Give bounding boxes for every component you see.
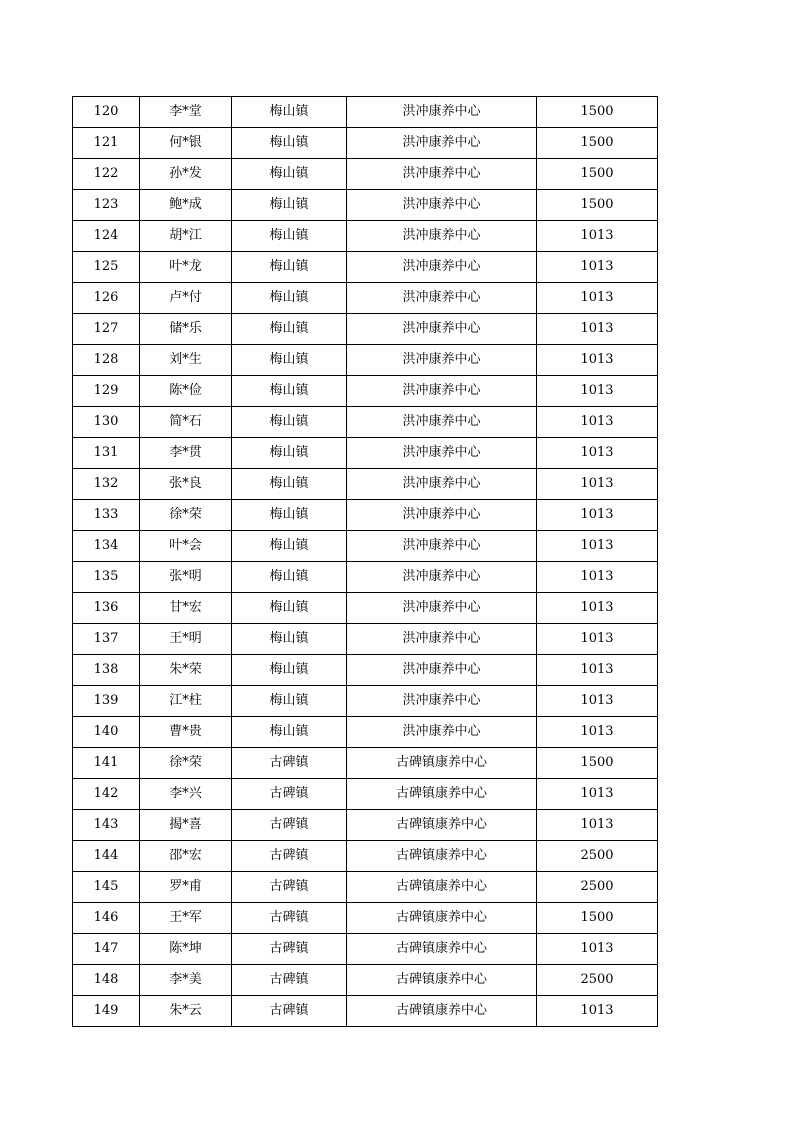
row-number-cell: 124	[73, 221, 140, 252]
name-cell: 罗*甫	[140, 872, 232, 903]
town-cell: 梅山镇	[232, 128, 347, 159]
row-number-cell: 122	[73, 159, 140, 190]
table-row	[73, 810, 658, 841]
care-center-cell: 古碑镇康养中心	[347, 934, 537, 965]
row-number-cell: 129	[73, 376, 140, 407]
table-row	[73, 841, 658, 872]
table-row	[73, 996, 658, 1027]
table-row	[73, 500, 658, 531]
amount-cell: 2500	[537, 841, 658, 872]
table-row	[73, 438, 658, 469]
table-row	[73, 469, 658, 500]
town-cell: 古碑镇	[232, 779, 347, 810]
name-cell: 储*乐	[140, 314, 232, 345]
name-cell: 何*银	[140, 128, 232, 159]
row-number-cell: 147	[73, 934, 140, 965]
amount-cell: 1013	[537, 314, 658, 345]
name-cell: 卢*付	[140, 283, 232, 314]
town-cell: 古碑镇	[232, 903, 347, 934]
care-center-cell: 古碑镇康养中心	[347, 872, 537, 903]
row-number-cell: 139	[73, 686, 140, 717]
town-cell: 古碑镇	[232, 748, 347, 779]
town-cell: 梅山镇	[232, 469, 347, 500]
name-cell: 张*明	[140, 562, 232, 593]
care-center-cell: 洪冲康养中心	[347, 128, 537, 159]
row-number-cell: 145	[73, 872, 140, 903]
roster-table-body	[73, 97, 658, 1027]
care-center-cell: 古碑镇康养中心	[347, 810, 537, 841]
amount-cell: 1500	[537, 748, 658, 779]
table-row	[73, 128, 658, 159]
name-cell: 刘*生	[140, 345, 232, 376]
table-row	[73, 283, 658, 314]
row-number-cell: 136	[73, 593, 140, 624]
amount-cell: 1013	[537, 686, 658, 717]
amount-cell: 2500	[537, 965, 658, 996]
row-number-cell: 137	[73, 624, 140, 655]
name-cell: 朱*荣	[140, 655, 232, 686]
care-center-cell: 洪冲康养中心	[347, 593, 537, 624]
care-center-cell: 洪冲康养中心	[347, 221, 537, 252]
name-cell: 李*兴	[140, 779, 232, 810]
table-row	[73, 97, 658, 128]
care-center-cell: 古碑镇康养中心	[347, 748, 537, 779]
row-number-cell: 130	[73, 407, 140, 438]
care-center-cell: 洪冲康养中心	[347, 717, 537, 748]
town-cell: 古碑镇	[232, 996, 347, 1027]
name-cell: 李*堂	[140, 97, 232, 128]
town-cell: 梅山镇	[232, 345, 347, 376]
town-cell: 梅山镇	[232, 655, 347, 686]
amount-cell: 1500	[537, 159, 658, 190]
table-row	[73, 748, 658, 779]
name-cell: 陈*坤	[140, 934, 232, 965]
table-row	[73, 562, 658, 593]
row-number-cell: 127	[73, 314, 140, 345]
name-cell: 简*石	[140, 407, 232, 438]
amount-cell: 1013	[537, 345, 658, 376]
amount-cell: 1013	[537, 996, 658, 1027]
town-cell: 梅山镇	[232, 97, 347, 128]
amount-cell: 1013	[537, 810, 658, 841]
amount-cell: 1500	[537, 128, 658, 159]
table-row	[73, 779, 658, 810]
row-number-cell: 135	[73, 562, 140, 593]
care-center-cell: 洪冲康养中心	[347, 438, 537, 469]
town-cell: 古碑镇	[232, 934, 347, 965]
name-cell: 徐*荣	[140, 500, 232, 531]
table-row	[73, 655, 658, 686]
care-center-cell: 古碑镇康养中心	[347, 841, 537, 872]
row-number-cell: 141	[73, 748, 140, 779]
name-cell: 朱*云	[140, 996, 232, 1027]
row-number-cell: 138	[73, 655, 140, 686]
care-center-cell: 洪冲康养中心	[347, 252, 537, 283]
care-center-cell: 洪冲康养中心	[347, 190, 537, 221]
table-row	[73, 221, 658, 252]
care-center-cell: 洪冲康养中心	[347, 469, 537, 500]
amount-cell: 1013	[537, 221, 658, 252]
row-number-cell: 123	[73, 190, 140, 221]
row-number-cell: 128	[73, 345, 140, 376]
care-center-cell: 洪冲康养中心	[347, 531, 537, 562]
row-number-cell: 134	[73, 531, 140, 562]
care-center-cell: 洪冲康养中心	[347, 376, 537, 407]
name-cell: 胡*江	[140, 221, 232, 252]
care-center-cell: 古碑镇康养中心	[347, 996, 537, 1027]
care-center-cell: 洪冲康养中心	[347, 655, 537, 686]
care-center-cell: 洪冲康养中心	[347, 562, 537, 593]
town-cell: 古碑镇	[232, 872, 347, 903]
town-cell: 梅山镇	[232, 438, 347, 469]
care-center-cell: 古碑镇康养中心	[347, 903, 537, 934]
row-number-cell: 149	[73, 996, 140, 1027]
row-number-cell: 143	[73, 810, 140, 841]
table-row	[73, 314, 658, 345]
name-cell: 叶*会	[140, 531, 232, 562]
care-center-cell: 洪冲康养中心	[347, 97, 537, 128]
care-center-cell: 洪冲康养中心	[347, 159, 537, 190]
amount-cell: 1013	[537, 717, 658, 748]
amount-cell: 1013	[537, 531, 658, 562]
table-row	[73, 159, 658, 190]
row-number-cell: 126	[73, 283, 140, 314]
row-number-cell: 133	[73, 500, 140, 531]
town-cell: 梅山镇	[232, 252, 347, 283]
town-cell: 梅山镇	[232, 190, 347, 221]
name-cell: 张*良	[140, 469, 232, 500]
care-center-cell: 洪冲康养中心	[347, 686, 537, 717]
row-number-cell: 146	[73, 903, 140, 934]
care-center-cell: 古碑镇康养中心	[347, 779, 537, 810]
town-cell: 梅山镇	[232, 376, 347, 407]
row-number-cell: 125	[73, 252, 140, 283]
town-cell: 梅山镇	[232, 593, 347, 624]
town-cell: 梅山镇	[232, 624, 347, 655]
table-row	[73, 903, 658, 934]
amount-cell: 2500	[537, 872, 658, 903]
table-row	[73, 593, 658, 624]
name-cell: 陈*俭	[140, 376, 232, 407]
name-cell: 揭*喜	[140, 810, 232, 841]
name-cell: 孙*发	[140, 159, 232, 190]
row-number-cell: 131	[73, 438, 140, 469]
table-row	[73, 872, 658, 903]
town-cell: 梅山镇	[232, 283, 347, 314]
name-cell: 王*明	[140, 624, 232, 655]
town-cell: 古碑镇	[232, 810, 347, 841]
table-row	[73, 345, 658, 376]
care-center-cell: 洪冲康养中心	[347, 345, 537, 376]
amount-cell: 1013	[537, 469, 658, 500]
amount-cell: 1013	[537, 655, 658, 686]
row-number-cell: 140	[73, 717, 140, 748]
table-row	[73, 376, 658, 407]
name-cell: 鲍*成	[140, 190, 232, 221]
amount-cell: 1500	[537, 190, 658, 221]
amount-cell: 1013	[537, 252, 658, 283]
name-cell: 王*军	[140, 903, 232, 934]
table-row	[73, 686, 658, 717]
roster-table	[72, 96, 658, 1027]
table-row	[73, 624, 658, 655]
name-cell: 李*美	[140, 965, 232, 996]
amount-cell: 1013	[537, 779, 658, 810]
town-cell: 梅山镇	[232, 314, 347, 345]
town-cell: 古碑镇	[232, 965, 347, 996]
amount-cell: 1013	[537, 934, 658, 965]
name-cell: 曹*贵	[140, 717, 232, 748]
table-row	[73, 190, 658, 221]
care-center-cell: 洪冲康养中心	[347, 500, 537, 531]
row-number-cell: 144	[73, 841, 140, 872]
table-row	[73, 717, 658, 748]
amount-cell: 1013	[537, 376, 658, 407]
town-cell: 梅山镇	[232, 531, 347, 562]
table-row	[73, 965, 658, 996]
name-cell: 江*柱	[140, 686, 232, 717]
amount-cell: 1013	[537, 562, 658, 593]
table-row	[73, 531, 658, 562]
table-row	[73, 407, 658, 438]
amount-cell: 1013	[537, 407, 658, 438]
table-row	[73, 252, 658, 283]
row-number-cell: 148	[73, 965, 140, 996]
town-cell: 梅山镇	[232, 562, 347, 593]
amount-cell: 1013	[537, 500, 658, 531]
name-cell: 邵*宏	[140, 841, 232, 872]
town-cell: 梅山镇	[232, 407, 347, 438]
town-cell: 梅山镇	[232, 686, 347, 717]
name-cell: 李*贯	[140, 438, 232, 469]
name-cell: 徐*荣	[140, 748, 232, 779]
row-number-cell: 121	[73, 128, 140, 159]
amount-cell: 1013	[537, 593, 658, 624]
care-center-cell: 洪冲康养中心	[347, 283, 537, 314]
amount-cell: 1500	[537, 97, 658, 128]
name-cell: 甘*宏	[140, 593, 232, 624]
town-cell: 梅山镇	[232, 717, 347, 748]
town-cell: 梅山镇	[232, 159, 347, 190]
care-center-cell: 洪冲康养中心	[347, 407, 537, 438]
care-center-cell: 洪冲康养中心	[347, 624, 537, 655]
town-cell: 梅山镇	[232, 221, 347, 252]
town-cell: 古碑镇	[232, 841, 347, 872]
amount-cell: 1013	[537, 283, 658, 314]
amount-cell: 1013	[537, 624, 658, 655]
table-row	[73, 934, 658, 965]
amount-cell: 1013	[537, 438, 658, 469]
town-cell: 梅山镇	[232, 500, 347, 531]
row-number-cell: 120	[73, 97, 140, 128]
amount-cell: 1500	[537, 903, 658, 934]
name-cell: 叶*龙	[140, 252, 232, 283]
care-center-cell: 古碑镇康养中心	[347, 965, 537, 996]
row-number-cell: 142	[73, 779, 140, 810]
row-number-cell: 132	[73, 469, 140, 500]
care-center-cell: 洪冲康养中心	[347, 314, 537, 345]
